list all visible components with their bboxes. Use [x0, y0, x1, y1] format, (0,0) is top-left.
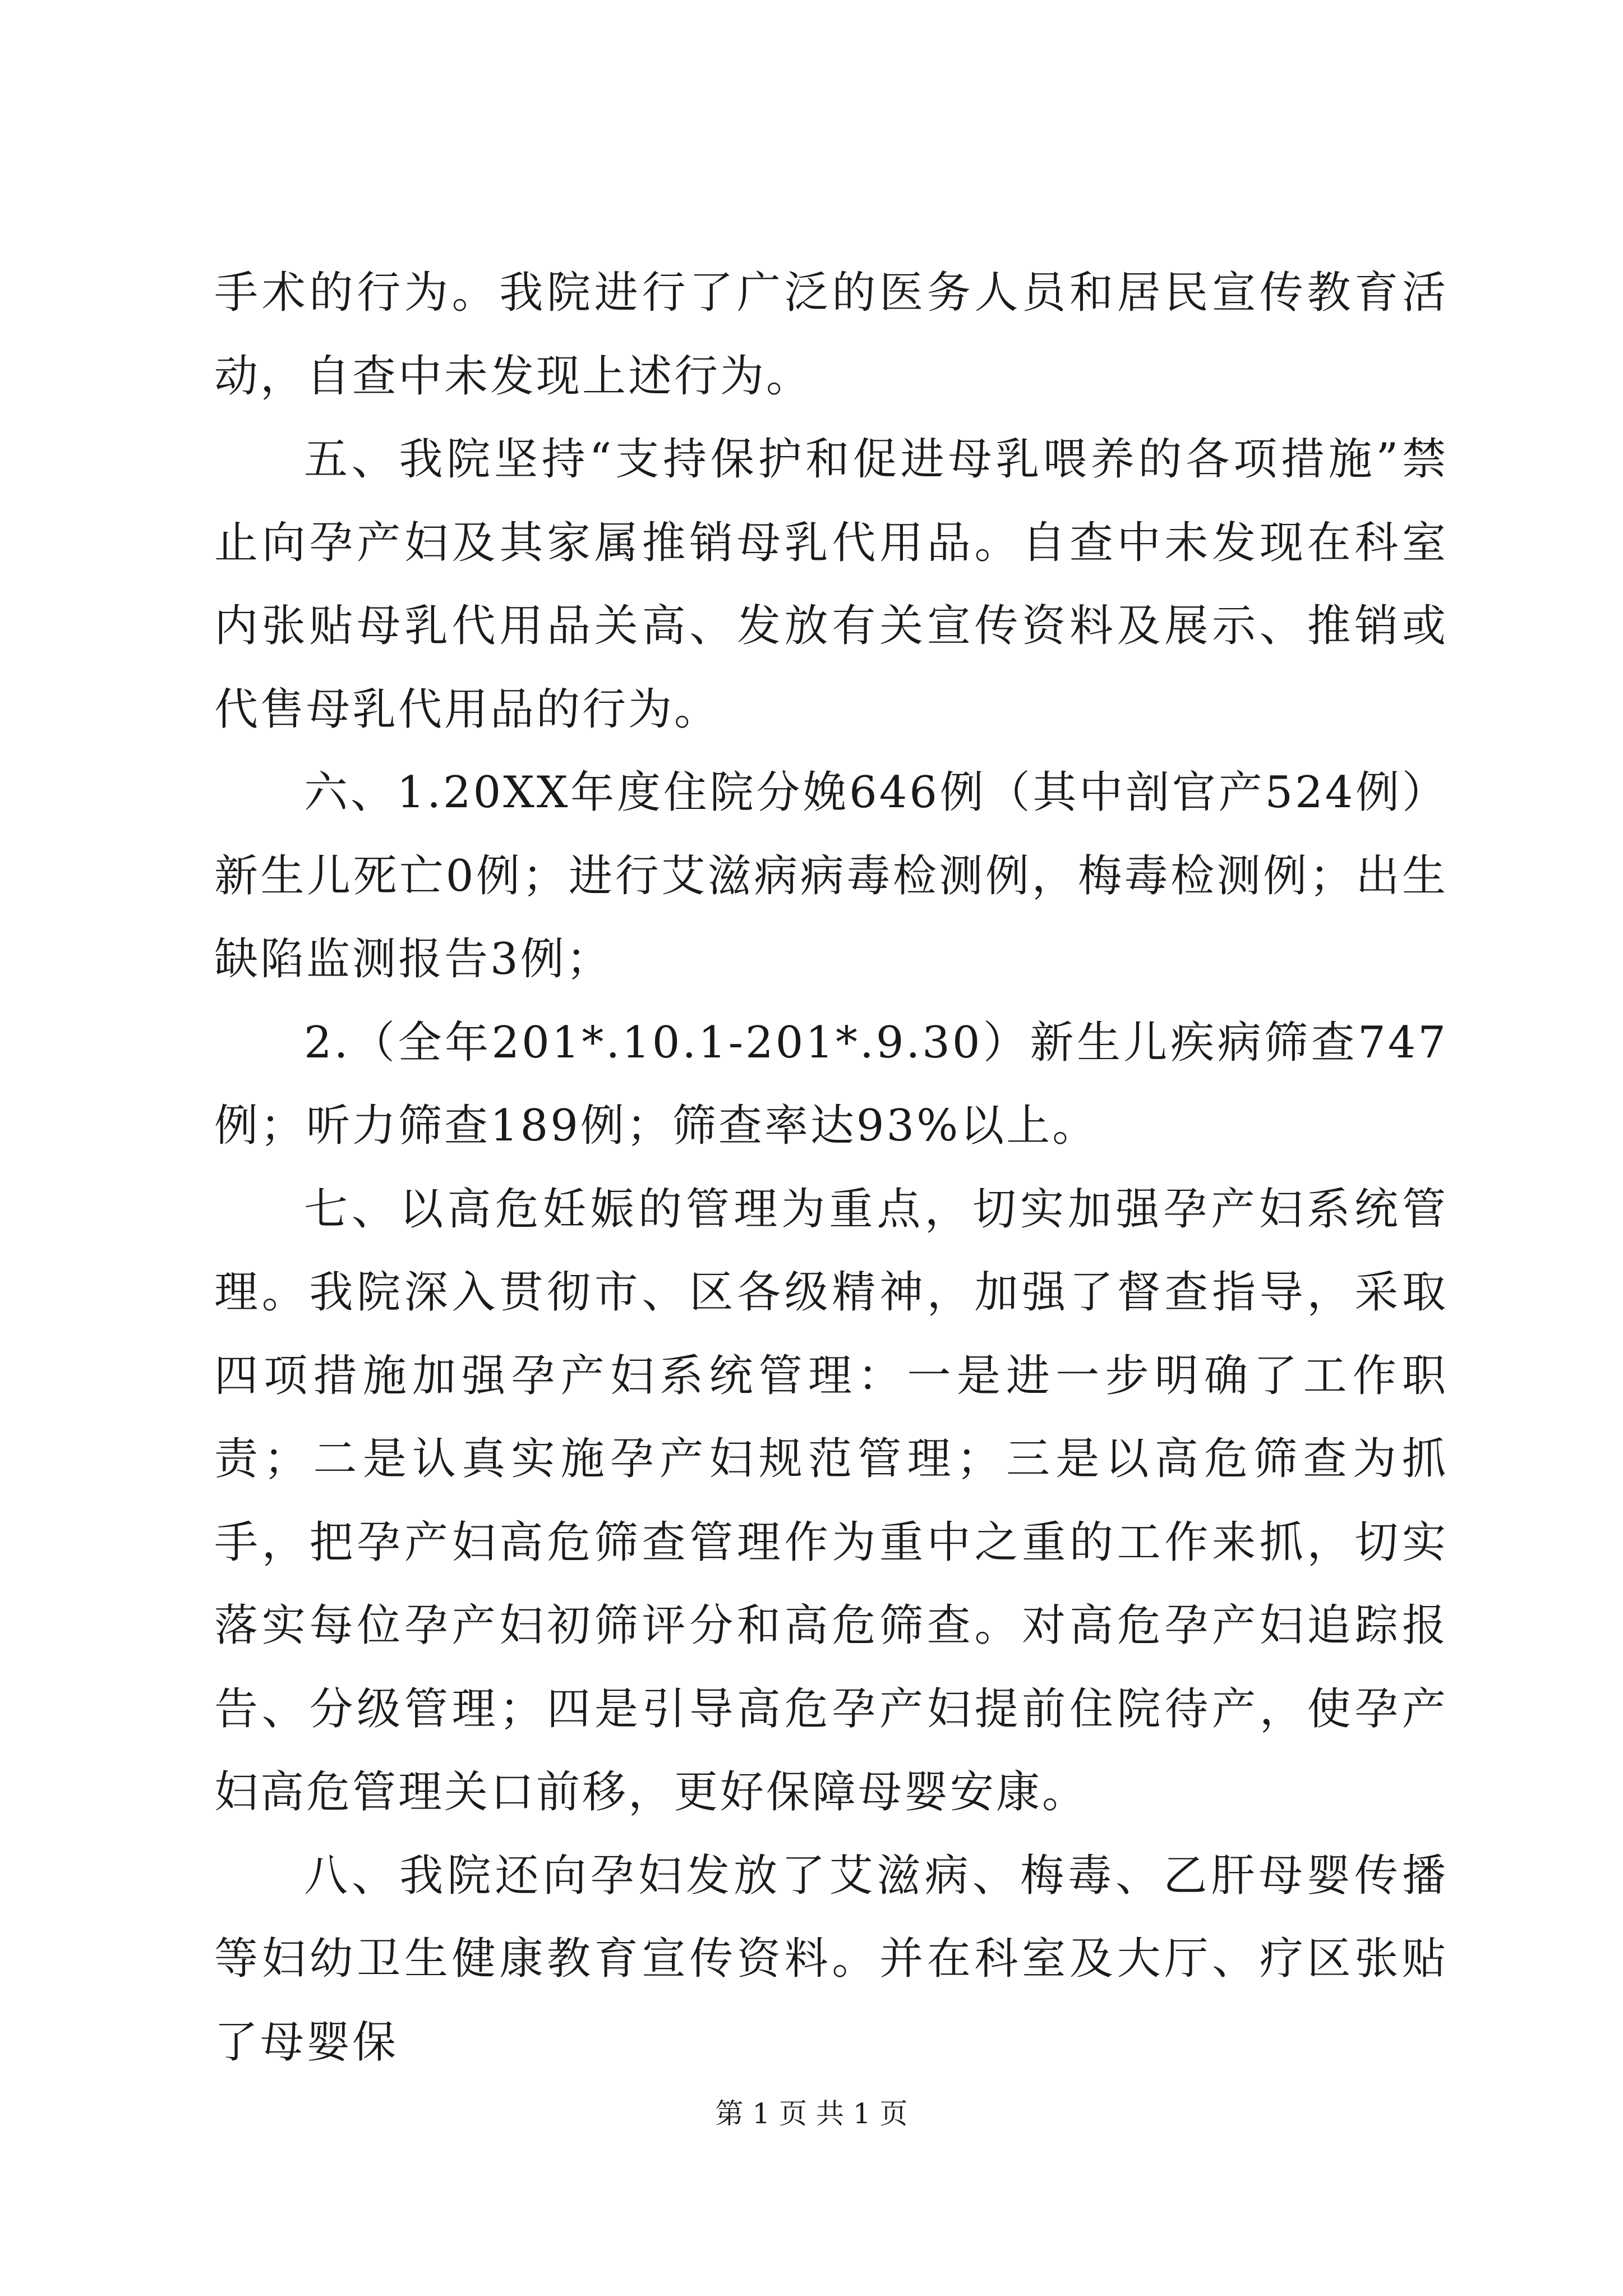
paragraph-section-8: 八、我院还向孕妇发放了艾滋病、梅毒、乙肝母婴传播等妇幼卫生健康教育宣传资料。并在科室及大厅、疗区张贴了母婴保: [214, 1850, 1448, 2068]
paragraph-section-5: 五、我院坚持“支持保护和促进母乳喂养的各项措施”禁止向孕产妇及其家属推销母乳代用品。自查中未发现在科室内张贴母乳代用品关高、发放有关宣传资料及展示、推销或代售母乳代用品的行为。: [214, 434, 1448, 735]
paragraph-section-7: 七、以高危妊娠的管理为重点，切实加强孕产妇系统管理。我院深入贯彻市、区各级精神，加强了督查指导，采取四项措施加强孕产妇系统管理：一是进一步明确了工作职责；二是认真实施孕产妇规范管理；三是以高危筛查为抓手，把孕产妇高危筛查管理作为重中之重的工作来抓，切实落实每位孕产妇初筛评分和高危筛查。对高危孕产妇追踪报告、分级管理；四是引导高危孕产妇提前住院待产，使孕产妇高危管理关口前移，更好保障母婴安康。: [214, 1184, 1448, 1818]
paragraph-section-6-item-1: 六、1.20XX年度住院分娩646例（其中剖官产524例）新生儿死亡0例；进行艾滋病病毒检测例，梅毒检测例；出生缺陷监测报告3例；: [214, 767, 1448, 984]
page-number-label: 第 1 页 共 1 页: [715, 2097, 908, 2130]
paragraph-continuation: 手术的行为。我院进行了广泛的医务人员和居民宣传教育活动，自查中未发现上述行为。: [214, 268, 1448, 402]
page-footer: [0, 2097, 1623, 2131]
document-body: [214, 251, 1448, 2084]
paragraph-section-6-item-2: 2.（全年201*.10.1-201*.9.30）新生儿疾病筛查747例；听力筛查189例；筛查率达93%以上。: [214, 1017, 1448, 1151]
